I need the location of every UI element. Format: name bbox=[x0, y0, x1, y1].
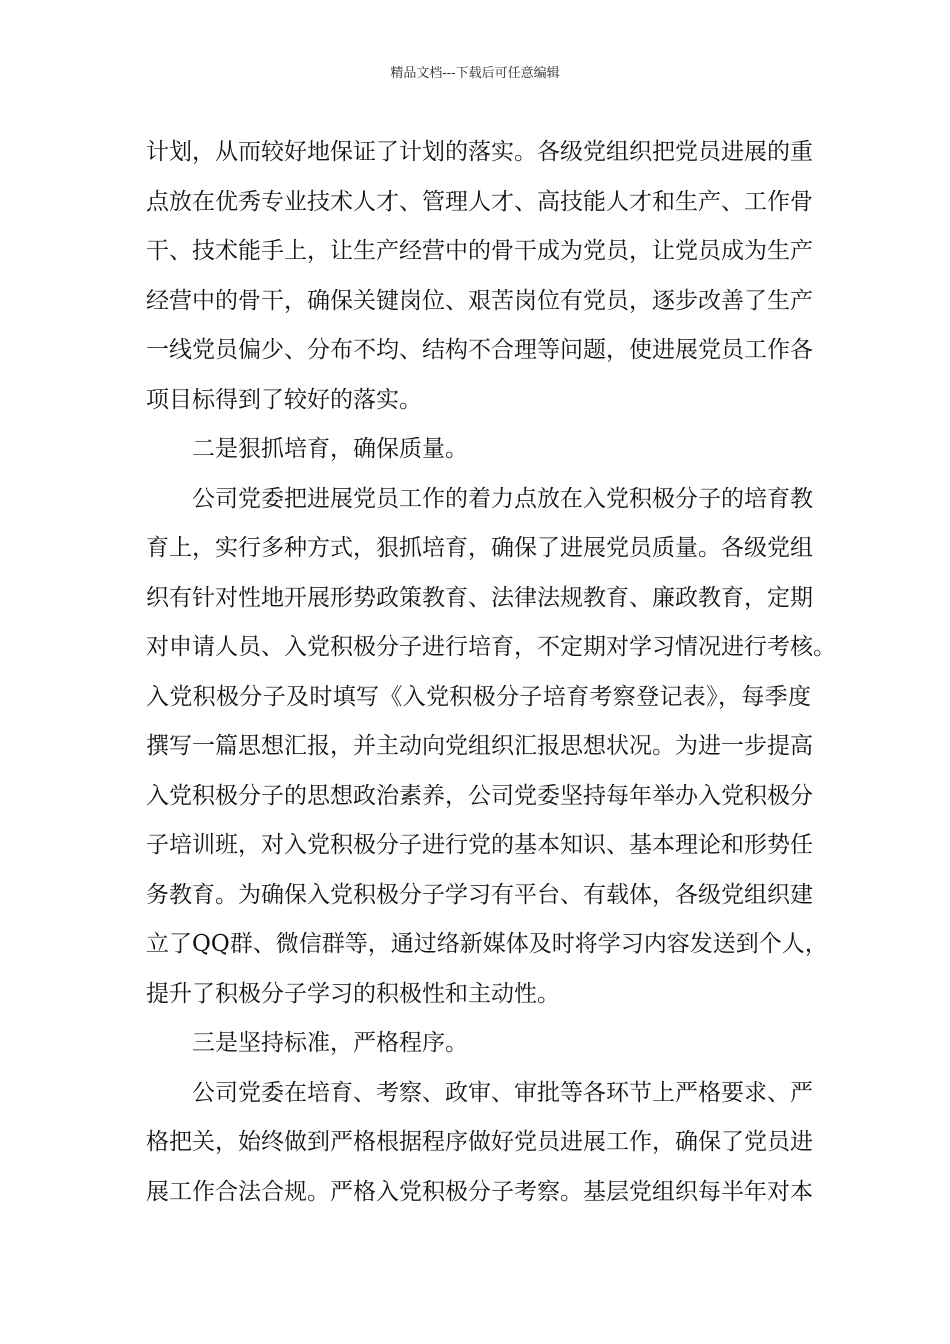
text-line: 经营中的骨干，确保关键岗位、艰苦岗位有党员，逐步改善了生产 bbox=[146, 287, 813, 314]
text-line: 公司党委把进展党员工作的着力点放在入党积极分子的培育教 bbox=[192, 485, 813, 512]
text-line: 提升了积极分子学习的积极性和主动性。 bbox=[146, 980, 560, 1007]
text-line: 育上，实行多种方式，狠抓培育，确保了进展党员质量。各级党组 bbox=[146, 535, 813, 561]
text-line: 立了QQ群、微信群等，通过络新媒体及时将学习内容发送到个人， bbox=[146, 931, 828, 957]
text-line: 子培训班，对入党积极分子进行党的基本知识、基本理论和形势任 bbox=[146, 832, 813, 858]
text-line: 项目标得到了较好的落实。 bbox=[146, 386, 422, 413]
text-line: 公司党委在培育、考察、政审、审批等各环节上严格要求、严 bbox=[192, 1079, 813, 1106]
text-line: 展工作合法合规。严格入党积极分子考察。基层党组织每半年对本 bbox=[146, 1178, 813, 1205]
text-line: 三是坚持标准，严格程序。 bbox=[192, 1030, 468, 1056]
text-line: 格把关，始终做到严格根据程序做好党员进展工作，确保了党员进 bbox=[146, 1129, 813, 1155]
text-line: 点放在优秀专业技术人才、管理人才、高技能人才和生产、工作骨 bbox=[146, 188, 813, 215]
page-header: 精品文档---下载后可任意编辑 bbox=[390, 66, 560, 81]
text-line: 干、技术能手上，让生产经营中的骨干成为党员，让党员成为生产 bbox=[146, 238, 813, 264]
text-line: 入党积极分子的思想政治素养，公司党委坚持每年举办入党积极分 bbox=[146, 782, 813, 809]
text-line: 一线党员偏少、分布不均、结构不合理等问题，使进展党员工作各 bbox=[146, 337, 813, 363]
text-line: 计划，从而较好地保证了计划的落实。各级党组织把党员进展的重 bbox=[146, 139, 813, 165]
text-line: 入党积极分子及时填写《入党积极分子培育考察登记表》，每季度 bbox=[146, 683, 811, 710]
text-line: 务教育。为确保入党积极分子学习有平台、有载体，各级党组织建 bbox=[146, 881, 813, 908]
text-line: 织有针对性地开展形势政策教育、法律法规教育、廉政教育，定期 bbox=[146, 584, 813, 611]
text-line: 对申请人员、入党积极分子进行培育，不定期对学习情况进行考核。 bbox=[146, 634, 836, 660]
text-line: 撰写一篇思想汇报，并主动向党组织汇报思想状况。为进一步提高 bbox=[146, 733, 813, 759]
text-line: 二是狠抓培育，确保质量。 bbox=[192, 436, 468, 462]
document-body bbox=[146, 128, 836, 1217]
